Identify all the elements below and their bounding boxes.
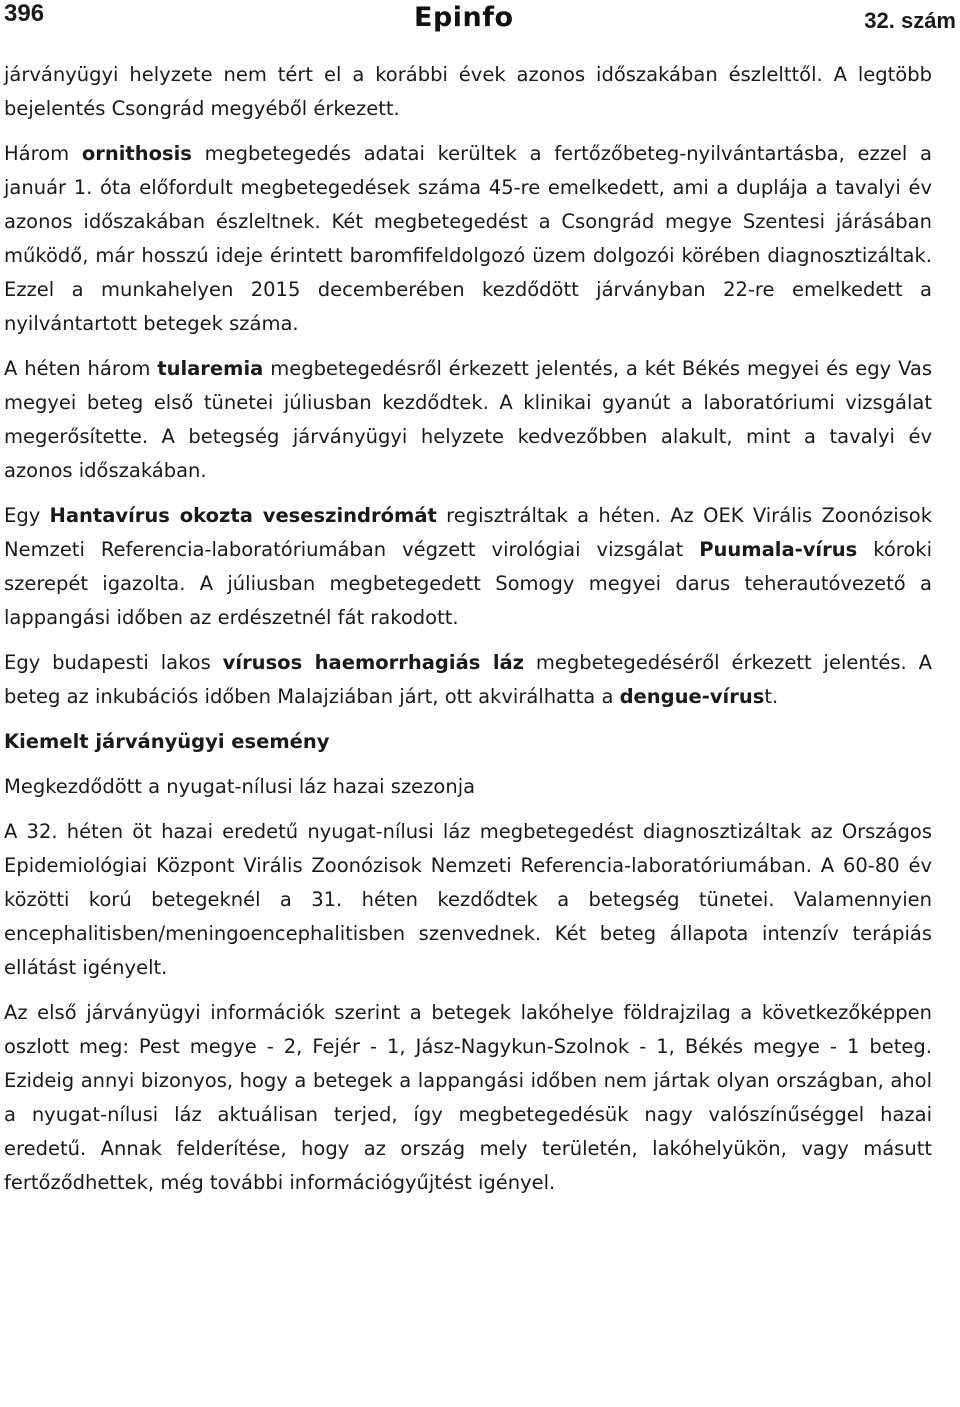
disease-name: Hantavírus okozta veseszindrómát — [49, 504, 437, 527]
disease-name: vírusos haemorrhagiás láz — [222, 651, 525, 674]
paragraph-west-nile-cases: A 32. héten öt hazai eredetű nyugat-nílusi láz megbetegedést diagnosztizáltak az Országos Epidemiológiai Központ Virális Zoonózisok Nemzeti Referencia-laboratóriumában. A 60-80 év közötti korú betegeknél a 31. héten kezdődtek a betegség tünetei. Valamennyien encephalitisben/meningoencephalitisben szenvednek. Két beteg állapota intenzív terápiás ellátást igényelt. — [4, 820, 932, 979]
text-run: Egy — [4, 504, 50, 527]
virus-name: Puumala-vírus — [699, 538, 858, 561]
issue-number: 32. szám — [864, 8, 956, 33]
subheading: Megkezdődött a nyugat-nílusi láz hazai szezonja — [4, 775, 476, 798]
disease-name: ornithosis — [81, 142, 192, 165]
page-header — [0, 0, 960, 50]
text-run: A héten három — [4, 357, 158, 380]
text-run: Egy budapesti lakos — [4, 651, 223, 674]
epinfo-logo: Epinfo — [414, 2, 514, 33]
text-run: megbetegedésről érkezett jelentés, a két Békés megyei és egy Vas megyei beteg első tünetei júliusban kezdődtek. A klinikai gyanút a laboratóriumi vizsgálat megerősítette. A betegség járványügyi helyzete kedvezőbben alakult, mint a tavalyi év azonos időszakában. — [4, 357, 932, 482]
page-number: 396 — [4, 0, 45, 27]
paragraph-ornithosis — [4, 137, 932, 341]
disease-name: tularemia — [157, 357, 264, 380]
paragraph-tularemia — [4, 352, 932, 488]
text-run: t. — [764, 685, 779, 708]
paragraph-haemorrhagic-fever — [4, 646, 932, 714]
paragraph-hantavirus — [4, 499, 932, 635]
text-run: kóroki szerepét igazolta. A júliusban megbetegedett Somogy megyei darus teherautóvezető a lappangási időben az erdészetnél fát rakodott. — [4, 538, 932, 629]
text-run: megbetegedéséről érkezett jelentés. A beteg az inkubációs időben Malajziában járt, ott akvirálhatta a — [4, 651, 932, 708]
text-run: Három — [4, 142, 82, 165]
paragraph-west-nile-distribution: Az első járványügyi információk szerint a betegek lakóhelye földrajzilag a következőképpen oszlott meg: Pest megye - 2, Fejér - 1, Jász-Nagykun-Szolnok - 1, Békés megye - 1 beteg. Ezideig annyi bizonyos, hogy a betegek a lappangási időben nem jártak olyan országban, ahol a nyugat-nílusi láz aktuálisan terjed, így megbetegedésük nagy valószínűséggel hazai eredetű. Annak felderítése, hogy az ország mely területén, lakóhelyükön, vagy másutt fertőződhettek, még további információgyűjtést igényel. — [4, 1001, 932, 1194]
section-heading: Kiemelt járványügyi esemény — [4, 730, 330, 753]
text-run: megbetegedés adatai kerültek a fertőzőbeteg-nyilvántartásba, ezzel a január 1. óta előfordult megbetegedések száma 45-re emelkedett, ami a duplája a tavalyi év azonos időszakában észleltnek. Két megbetegedést a Csongrád megye Szentesi járásában működő, már hosszú ideje érintett baromfifeldolgozó üzem dolgozói körében diagnosztizáltak. Ezzel a munkahelyen 2015 decemberében kezdődött járványban 22-re emelkedett a nyilvántartott betegek száma. — [4, 142, 932, 335]
virus-name: dengue-vírus — [619, 685, 765, 708]
paragraph-continuation: járványügyi helyzete nem tért el a korábbi évek azonos időszakában észlelttől. A legtöbb bejelentés Csongrád megyéből érkezett. — [4, 63, 932, 120]
text-run: regisztráltak a héten. Az OEK Virális Zoonózisok Nemzeti Referencia-laboratóriumában végzett virológiai vizsgálat — [4, 504, 932, 561]
article-body — [4, 58, 932, 1211]
